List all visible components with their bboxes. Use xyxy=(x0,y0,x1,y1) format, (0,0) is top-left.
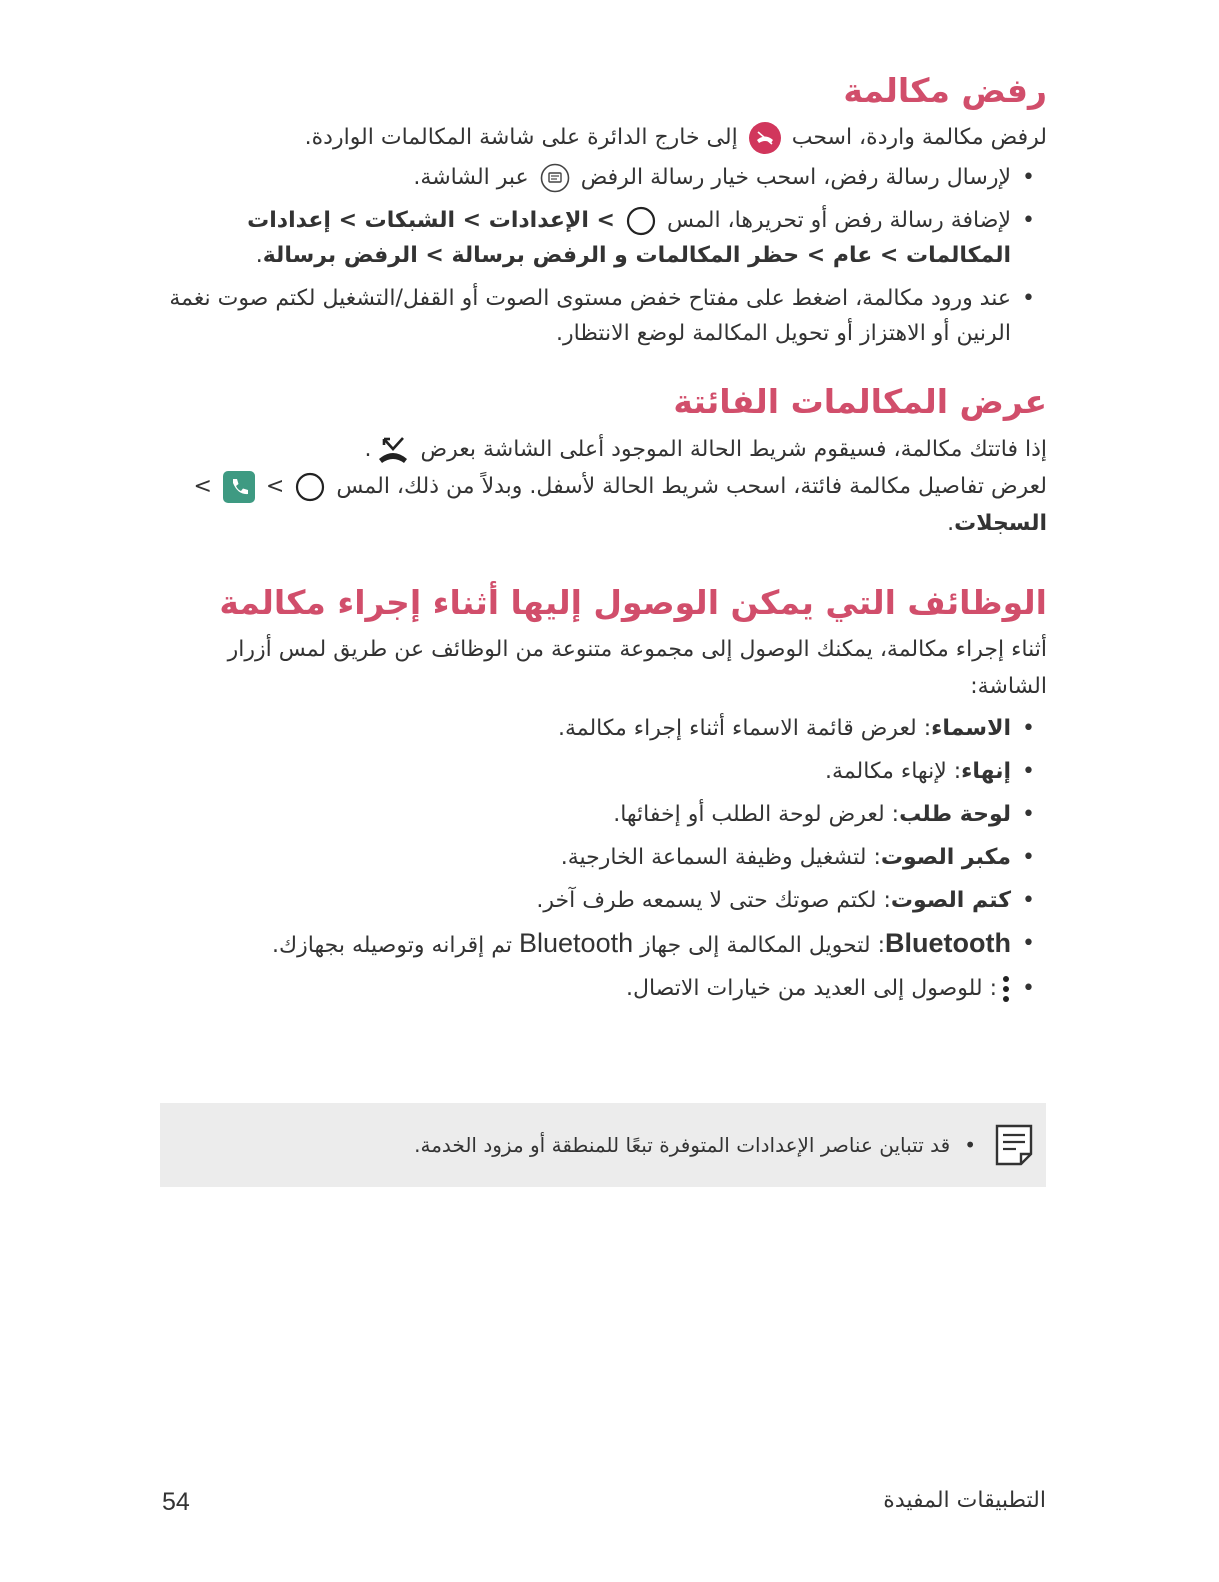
list-item xyxy=(160,971,1011,1006)
list-item xyxy=(160,203,1011,273)
note-box xyxy=(160,1103,1046,1187)
dialpad-label: لوحة طلب xyxy=(899,801,1011,827)
functions-intro: أثناء إجراء مكالمة، يمكنك الوصول إلى مجموعة متنوعة من الوظائف عن طريق لمس أزرار الشاشة: xyxy=(227,636,1047,699)
reject-bullets xyxy=(160,160,1047,351)
in-call-functions-title: الوظائف التي يمكن الوصول إليها أثناء إجراء مكالمة xyxy=(219,582,1047,622)
settings-path: > الإعدادات > الشبكات > إعدادات المكالمات > عام > حظر المكالمات و الرفض برسالة > الرفض برسالة xyxy=(247,208,1011,269)
home-circle-icon xyxy=(295,472,325,502)
speaker-desc: : لتشغيل وظيفة السماعة الخارجية. xyxy=(560,844,881,870)
bluetooth-desc-latin: Bluetooth xyxy=(519,927,634,958)
b3-text: عند ورود مكالمة، اضغط على مفتاح خفض مستوى الصوت أو القفل/التشغيل لكتم صوت نغمة الرنين أو الاهتزاز أو تحويل المكالمة لوضع الانتظار. xyxy=(169,286,1011,347)
missed-p2-text: لعرض تفاصيل مكالمة فائتة، اسحب شريط الحالة لأسفل. وبدلاً من ذلك، المس xyxy=(336,473,1047,499)
missed-p1 xyxy=(160,431,1047,468)
end-desc: : لإنهاء مكالمة. xyxy=(825,758,962,784)
bluetooth-desc-a: : لتحويل المكالمة إلى جهاز xyxy=(640,932,886,958)
list-item xyxy=(160,711,1011,746)
b2-text-a: لإضافة رسالة رفض أو تحريرها، المس xyxy=(666,208,1011,234)
note-bullet: • xyxy=(964,1133,976,1157)
note-text: قد تتباين عناصر الإعدادات المتوفرة تبعًا للمنطقة أو مزود الخدمة. xyxy=(414,1133,951,1157)
missed-p1-end: . xyxy=(364,436,372,462)
note-text-row xyxy=(414,1133,982,1157)
bluetooth-desc-b: تم إقرانه وتوصيله بجهازك. xyxy=(272,932,513,958)
missed-calls-title: عرض المكالمات الفائتة xyxy=(673,382,1047,422)
b1-text-b: عبر الشاشة. xyxy=(413,165,529,191)
contacts-label: الاسماء xyxy=(931,715,1011,741)
contacts-desc: : لعرض قائمة الاسماء أثناء إجراء مكالمة. xyxy=(557,715,932,741)
bluetooth-label: Bluetooth xyxy=(885,927,1011,958)
reject-call-intro xyxy=(160,119,1047,156)
functions-list xyxy=(160,711,1047,1006)
list-item xyxy=(160,926,1011,963)
list-item xyxy=(160,160,1011,195)
path-separator: > xyxy=(193,473,212,499)
decline-call-icon xyxy=(749,122,781,154)
b2-end: . xyxy=(255,243,263,269)
more-options-icon xyxy=(1001,974,1011,1004)
home-circle-icon xyxy=(626,206,656,236)
list-item xyxy=(160,840,1011,875)
list-item xyxy=(160,754,1011,789)
logs-label: السجلات xyxy=(954,510,1047,536)
reject-call-title: رفض مكالمة xyxy=(843,71,1047,110)
reject-intro-text-a: لرفض مكالمة واردة، اسحب xyxy=(791,125,1047,151)
list-item xyxy=(160,281,1011,351)
list-item xyxy=(160,797,1011,832)
note-icon xyxy=(994,1123,1034,1167)
page-content xyxy=(160,70,1047,1014)
dialpad-desc: : لعرض لوحة الطلب أو إخفائها. xyxy=(613,801,900,827)
more-desc: : للوصول إلى العديد من خيارات الاتصال. xyxy=(625,975,997,1001)
missed-p2 xyxy=(160,468,1047,542)
end-label: إنهاء xyxy=(961,758,1011,784)
b1-text-a: لإرسال رسالة رفض، اسحب خيار رسالة الرفض xyxy=(580,165,1011,191)
missed-call-icon xyxy=(376,435,410,465)
speaker-label: مكبر الصوت xyxy=(880,844,1011,870)
missed-p1-text: إذا فاتتك مكالمة، فسيقوم شريط الحالة الموجود أعلى الشاشة بعرض xyxy=(420,436,1047,462)
mute-label: كتم الصوت xyxy=(890,887,1011,913)
chapter-title: التطبيقات المفيدة xyxy=(883,1488,1046,1513)
missed-p2-end: . xyxy=(947,510,955,536)
page-number: 54 xyxy=(162,1488,190,1516)
path-separator: > xyxy=(265,473,285,499)
mute-desc: : لكتم صوتك حتى لا يسمعه طرف آخر. xyxy=(536,887,891,913)
phone-app-icon xyxy=(223,471,255,503)
message-icon xyxy=(540,163,570,193)
list-item xyxy=(160,883,1011,918)
reject-intro-text-b: إلى خارج الدائرة على شاشة المكالمات الواردة. xyxy=(304,125,738,151)
